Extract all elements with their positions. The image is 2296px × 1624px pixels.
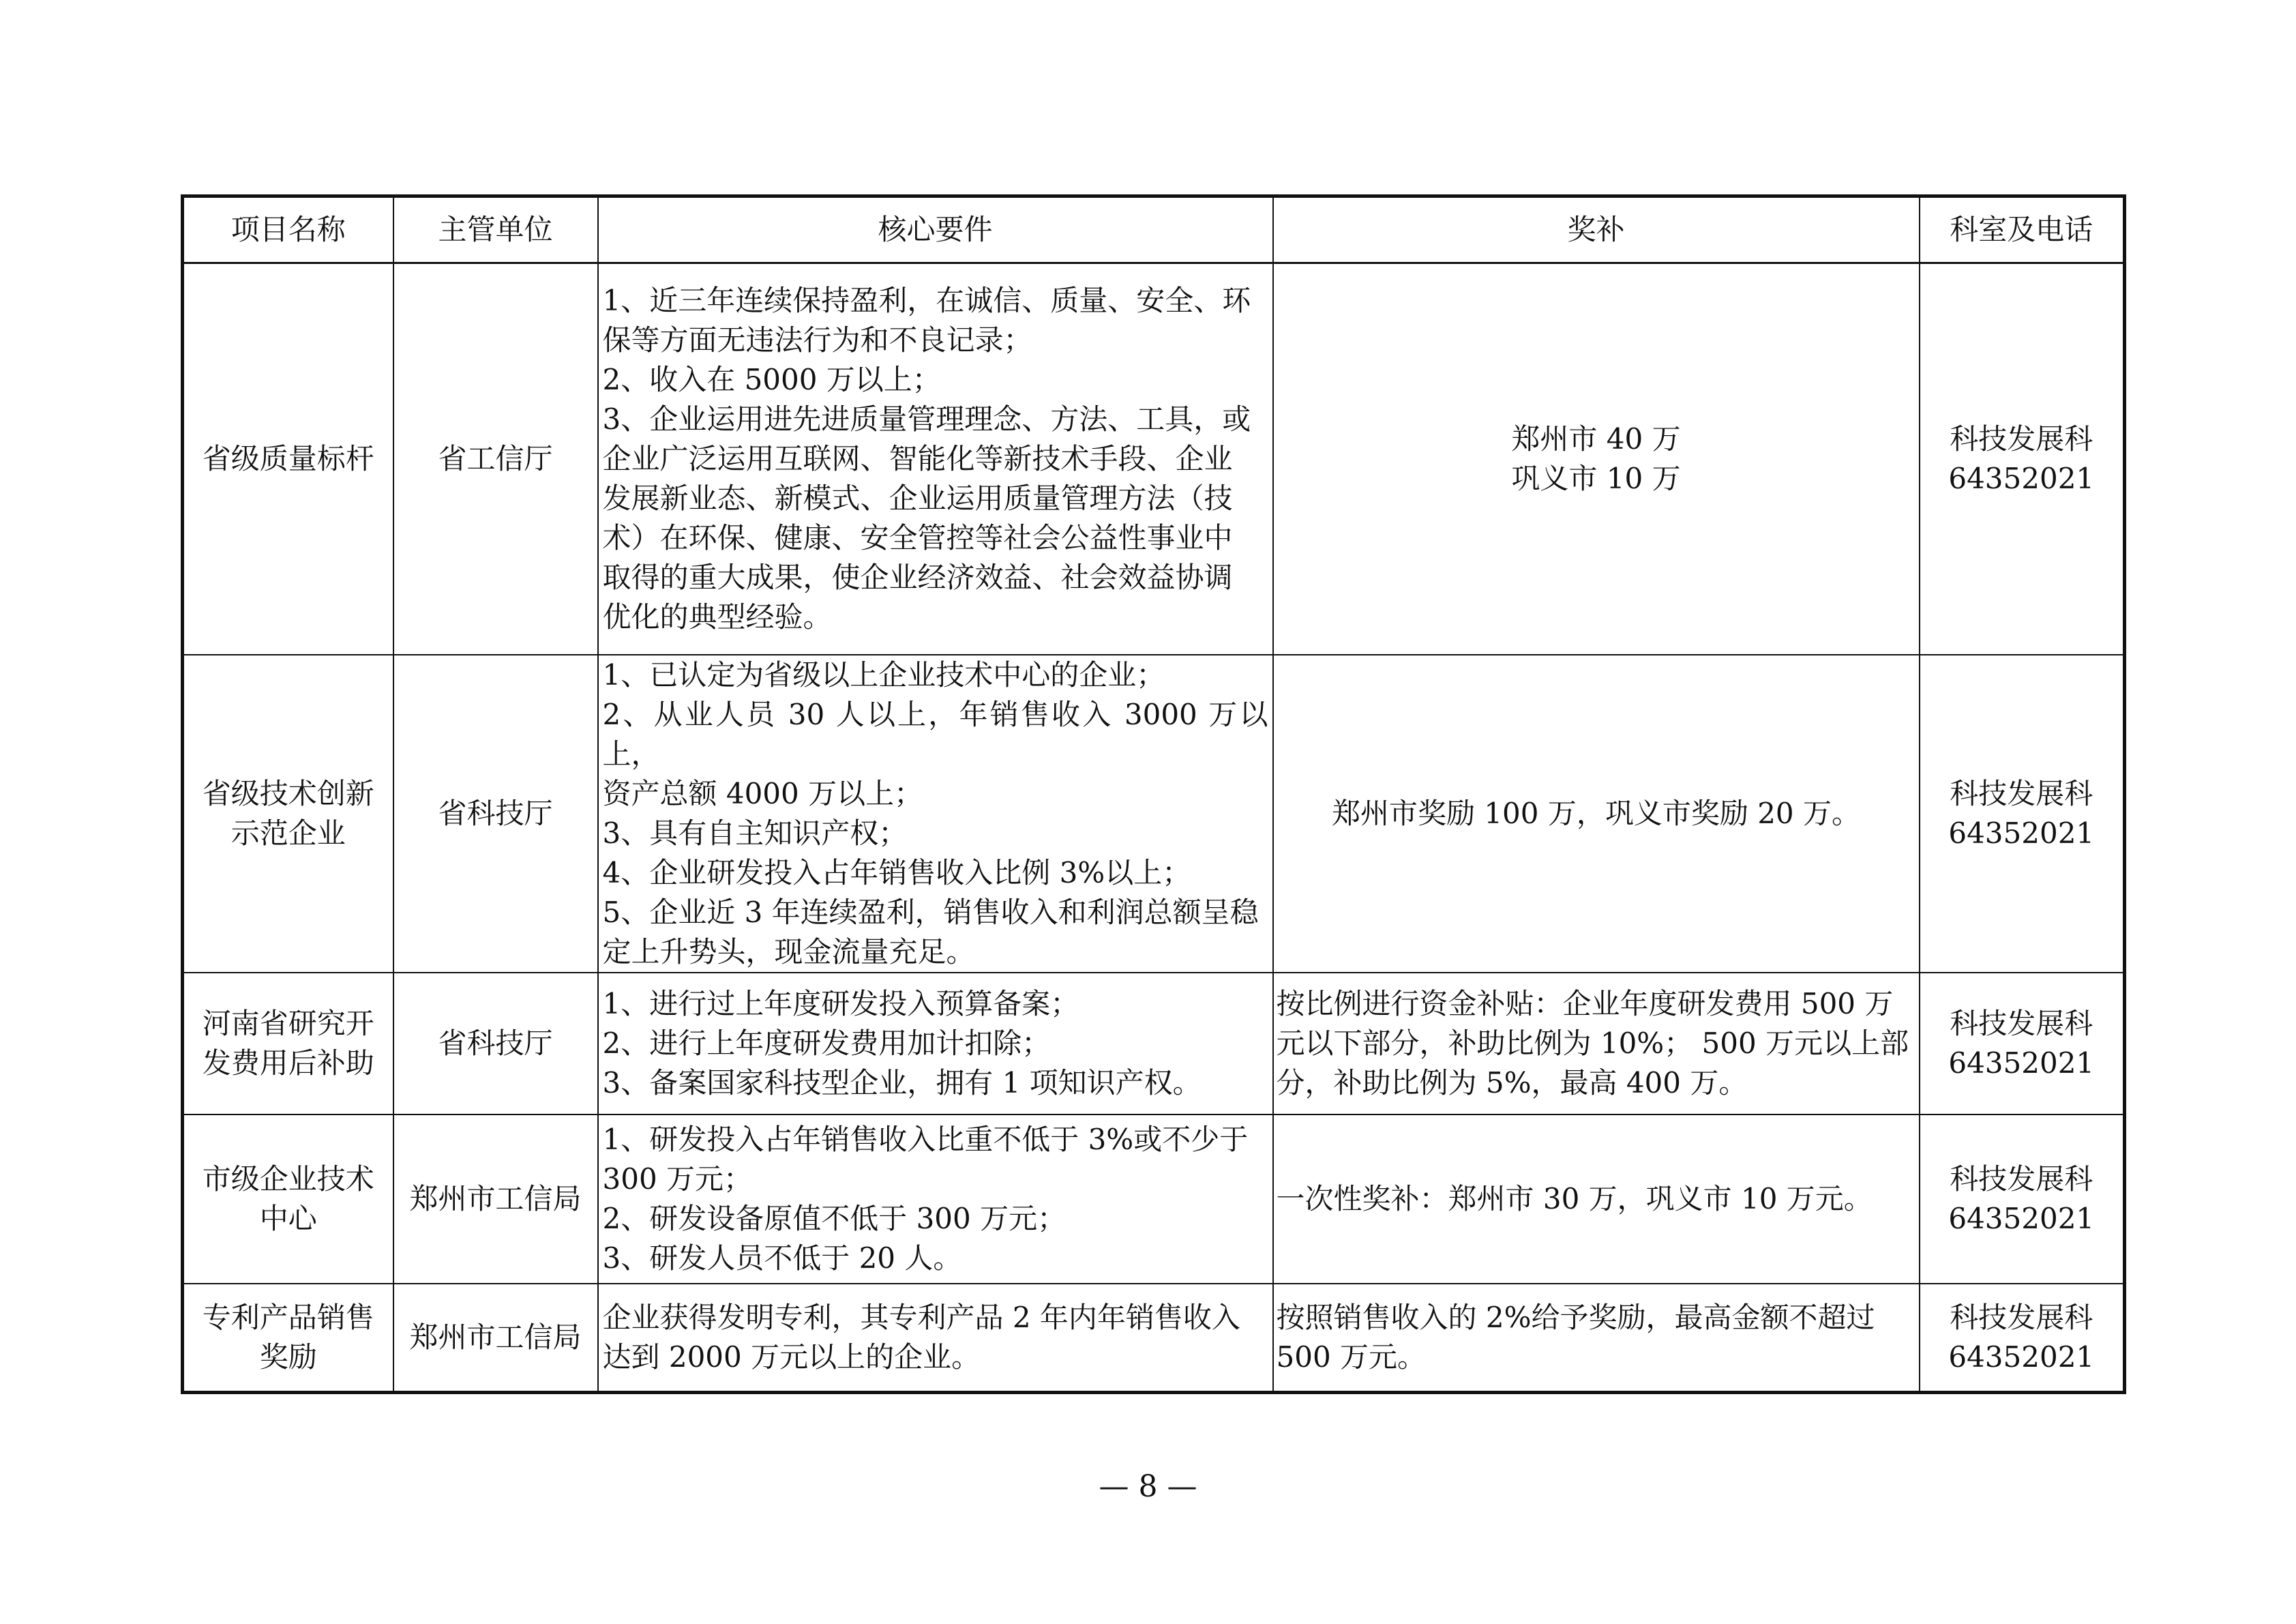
reward-line: 500 万元。	[1276, 1340, 1427, 1374]
project-name: 省级技术创新	[202, 776, 374, 810]
project-name-cell	[183, 1114, 393, 1284]
requirement-line: 3、研发人员不低于 20 人。	[602, 1241, 962, 1275]
project-name: 专利产品销售	[202, 1300, 374, 1334]
department-cell	[393, 1284, 598, 1393]
requirement-line: 3、备案国家科技型企业，拥有 1 项知识产权。	[602, 1065, 1202, 1099]
contact-cell	[1920, 973, 2125, 1114]
department: 郑州市工信局	[409, 1181, 582, 1215]
department: 省科技厅	[438, 1026, 553, 1060]
requirement-line: 1、近三年连续保持盈利，在诚信、质量、安全、环	[602, 283, 1251, 317]
project-name: 示范企业	[230, 816, 346, 850]
requirement-line: 保等方面无违法行为和不良记录；	[602, 323, 1032, 357]
requirement-line: 2、从业人员 30 人以上，年销售收入 3000 万以上，	[602, 697, 1268, 771]
requirements-cell	[598, 263, 1273, 655]
header-contact: 科室及电话	[1920, 196, 2125, 263]
table-row	[183, 263, 2125, 655]
table-row	[183, 655, 2125, 973]
requirement-line: 5、企业近 3 年连续盈利，销售收入和利润总额呈稳	[602, 895, 1259, 929]
requirements-cell	[598, 973, 1273, 1114]
requirement-line: 1、进行过上年度研发投入预算备案；	[602, 986, 1079, 1020]
contact-cell	[1920, 655, 2125, 973]
project-name-cell	[183, 655, 393, 973]
contact-office: 科技发展科	[1950, 1006, 2093, 1040]
contact-cell	[1920, 263, 2125, 655]
requirement-line: 达到 2000 万元以上的企业。	[602, 1340, 981, 1374]
requirement-line: 1、已认定为省级以上企业技术中心的企业；	[602, 658, 1165, 692]
project-name: 河南省研究开	[202, 1006, 374, 1040]
reward-cell	[1273, 1114, 1920, 1284]
table-row	[183, 1114, 2125, 1284]
contact-office: 科技发展科	[1950, 776, 2093, 810]
reward-line: 郑州市 40 万	[1511, 422, 1681, 456]
department-cell	[393, 263, 598, 655]
requirements-cell	[598, 655, 1273, 973]
requirement-line: 优化的典型经验。	[602, 600, 832, 634]
requirements-cell	[598, 1284, 1273, 1393]
header-reward: 奖补	[1273, 196, 1920, 263]
contact-office: 科技发展科	[1950, 422, 2093, 456]
contact-office: 科技发展科	[1950, 1162, 2093, 1196]
header-requirements: 核心要件	[598, 196, 1273, 263]
requirement-line: 企业广泛运用互联网、智能化等新技术手段、企业	[602, 441, 1233, 475]
table-row	[183, 1284, 2125, 1393]
requirement-line: 4、企业研发投入占年销售收入比例 3%以上；	[602, 855, 1191, 889]
requirement-line: 300 万元；	[602, 1162, 753, 1196]
reward-line: 按照销售收入的 2%给予奖励，最高金额不超过	[1276, 1300, 1875, 1334]
reward-line: 郑州市奖励 100 万，巩义市奖励 20 万。	[1331, 796, 1860, 830]
contact-cell	[1920, 1114, 2125, 1284]
reward-line: 按比例进行资金补贴：企业年度研发费用 500 万	[1276, 986, 1894, 1020]
requirement-line: 定上升势头，现金流量充足。	[602, 934, 975, 969]
department-cell	[393, 655, 598, 973]
requirement-line: 1、研发投入占年销售收入比重不低于 3%或不少于	[602, 1122, 1249, 1156]
header-project-name: 项目名称	[183, 196, 393, 263]
reward-cell	[1273, 1284, 1920, 1393]
contact-phone: 64352021	[1948, 1046, 2095, 1080]
contact-phone: 64352021	[1948, 816, 2095, 850]
reward-line: 元以下部分，补助比例为 10%； 500 万元以上部	[1276, 1026, 1909, 1060]
contact-phone: 64352021	[1948, 461, 2095, 495]
requirement-line: 3、具有自主知识产权；	[602, 816, 908, 850]
requirement-line: 2、进行上年度研发费用加计扣除；	[602, 1026, 1051, 1060]
table-row	[183, 973, 2125, 1114]
department-cell	[393, 1114, 598, 1284]
contact-phone: 64352021	[1948, 1201, 2095, 1235]
contact-phone: 64352021	[1948, 1340, 2095, 1374]
page-number: — 8 —	[1099, 1469, 1197, 1504]
project-name: 省级质量标杆	[202, 441, 374, 475]
requirement-line: 企业获得发明专利，其专利产品 2 年内年销售收入	[602, 1300, 1240, 1334]
table-header-row	[183, 196, 2125, 263]
requirement-line: 取得的重大成果，使企业经济效益、社会效益协调	[602, 560, 1233, 594]
project-name-cell	[183, 1284, 393, 1393]
project-name-cell	[183, 263, 393, 655]
department: 省科技厅	[438, 796, 553, 830]
project-name-cell	[183, 973, 393, 1114]
reward-cell	[1273, 655, 1920, 973]
contact-cell	[1920, 1284, 2125, 1393]
contact-office: 科技发展科	[1950, 1300, 2093, 1334]
requirements-cell	[598, 1114, 1273, 1284]
reward-cell	[1273, 263, 1920, 655]
project-name: 发费用后补助	[202, 1046, 374, 1080]
reward-line: 巩义市 10 万	[1511, 461, 1681, 495]
department-cell	[393, 973, 598, 1114]
reward-line: 分，补助比例为 5%，最高 400 万。	[1276, 1065, 1748, 1099]
reward-cell	[1273, 973, 1920, 1114]
requirement-line: 资产总额 4000 万以上；	[602, 776, 923, 810]
requirement-line: 术）在环保、健康、安全管控等社会公益性事业中	[602, 520, 1233, 555]
project-name: 中心	[259, 1201, 317, 1235]
requirement-line: 发展新业态、新模式、企业运用质量管理方法（技	[602, 481, 1233, 515]
requirement-line: 3、企业运用进先进质量管理理念、方法、工具，或	[602, 402, 1251, 436]
project-name: 市级企业技术	[202, 1162, 374, 1196]
requirement-line: 2、研发设备原值不低于 300 万元；	[602, 1201, 1067, 1235]
department: 郑州市工信局	[409, 1320, 582, 1354]
project-name: 奖励	[259, 1340, 317, 1374]
department: 省工信厅	[438, 441, 553, 475]
reward-line: 一次性奖补：郑州市 30 万，巩义市 10 万元。	[1276, 1181, 1873, 1215]
header-department: 主管单位	[393, 196, 598, 263]
policy-table	[181, 194, 2126, 1394]
requirement-line: 2、收入在 5000 万以上；	[602, 362, 941, 396]
